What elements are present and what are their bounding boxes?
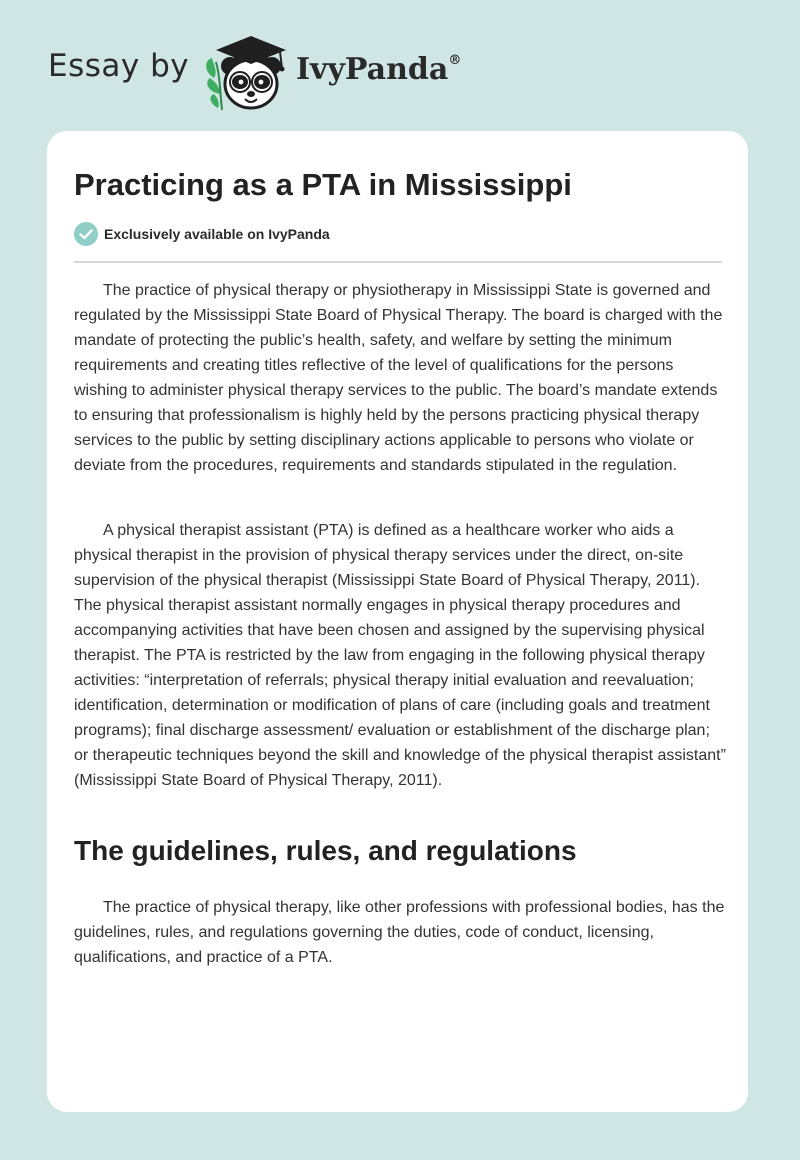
registered-mark: ®: [448, 53, 462, 68]
body-paragraph: The practice of physical therapy, like other professions with professional bodies, has the guidelines, rules, and regulations governing the duties, code of conduct, licensing, qualifications, and practice of a PTA.: [74, 899, 725, 966]
panda-graduate-logo-icon[interactable]: [200, 32, 296, 112]
check-circle-icon: [74, 222, 98, 246]
section-heading: The guidelines, rules, and regulations: [74, 835, 577, 866]
body-paragraph: The practice of physical therapy or physiotherapy in Mississippi State is governed and regulated by the Mississippi State Board of Physical Therapy. The board is charged with the mandate of protecting the public’s health, safety, and welfare by setting the minimum requirements and creating titles reflective of the level of qualifications for the persons wishing to administer physical therapy services to the public. The board’s mandate extends to ensuring that professionalism is highly held by the persons practicing physical therapy services to the public by setting disciplinary actions applicable to persons who violate or deviate from the procedures, requirements and standards stipulated in the regulation.: [74, 282, 723, 474]
body-paragraph: A physical therapist assistant (PTA) is defined as a healthcare worker who aids a physical therapist in the provision of physical therapy services under the direct, on-site supervision of the physical therapist (Mississippi State Board of Physical Therapy, 2011). The physical therapist assistant normally engages in physical therapy procedures and accompanying activities that have been chosen and assigned by the supervising physical therapist. The PTA is restricted by the law from engaging in the following physical therapy activities: “interpretation of referrals; physical therapy initial evaluation and reevaluation; identification, determination or modification of plans of care (including goals and treatment programs); final discharge assessment/ evaluation or establishment of the discharge plan; or therapeutic techniques beyond the skill and knowledge of the physical therapist assistant” (Mississippi State Board of Physical Therapy, 2011).: [74, 522, 726, 789]
site-header: [48, 32, 508, 112]
essay-by-label: Essay by: [48, 48, 190, 84]
page-title: Practicing as a PTA in Mississippi: [74, 167, 572, 202]
article-card: [47, 131, 748, 1112]
exclusive-badge: [74, 222, 330, 246]
title-divider: [74, 261, 722, 263]
exclusive-badge-label: Exclusively available on IvyPanda: [104, 226, 330, 242]
brand-name[interactable]: [296, 52, 461, 87]
brand-text: IvyPanda: [296, 52, 449, 87]
